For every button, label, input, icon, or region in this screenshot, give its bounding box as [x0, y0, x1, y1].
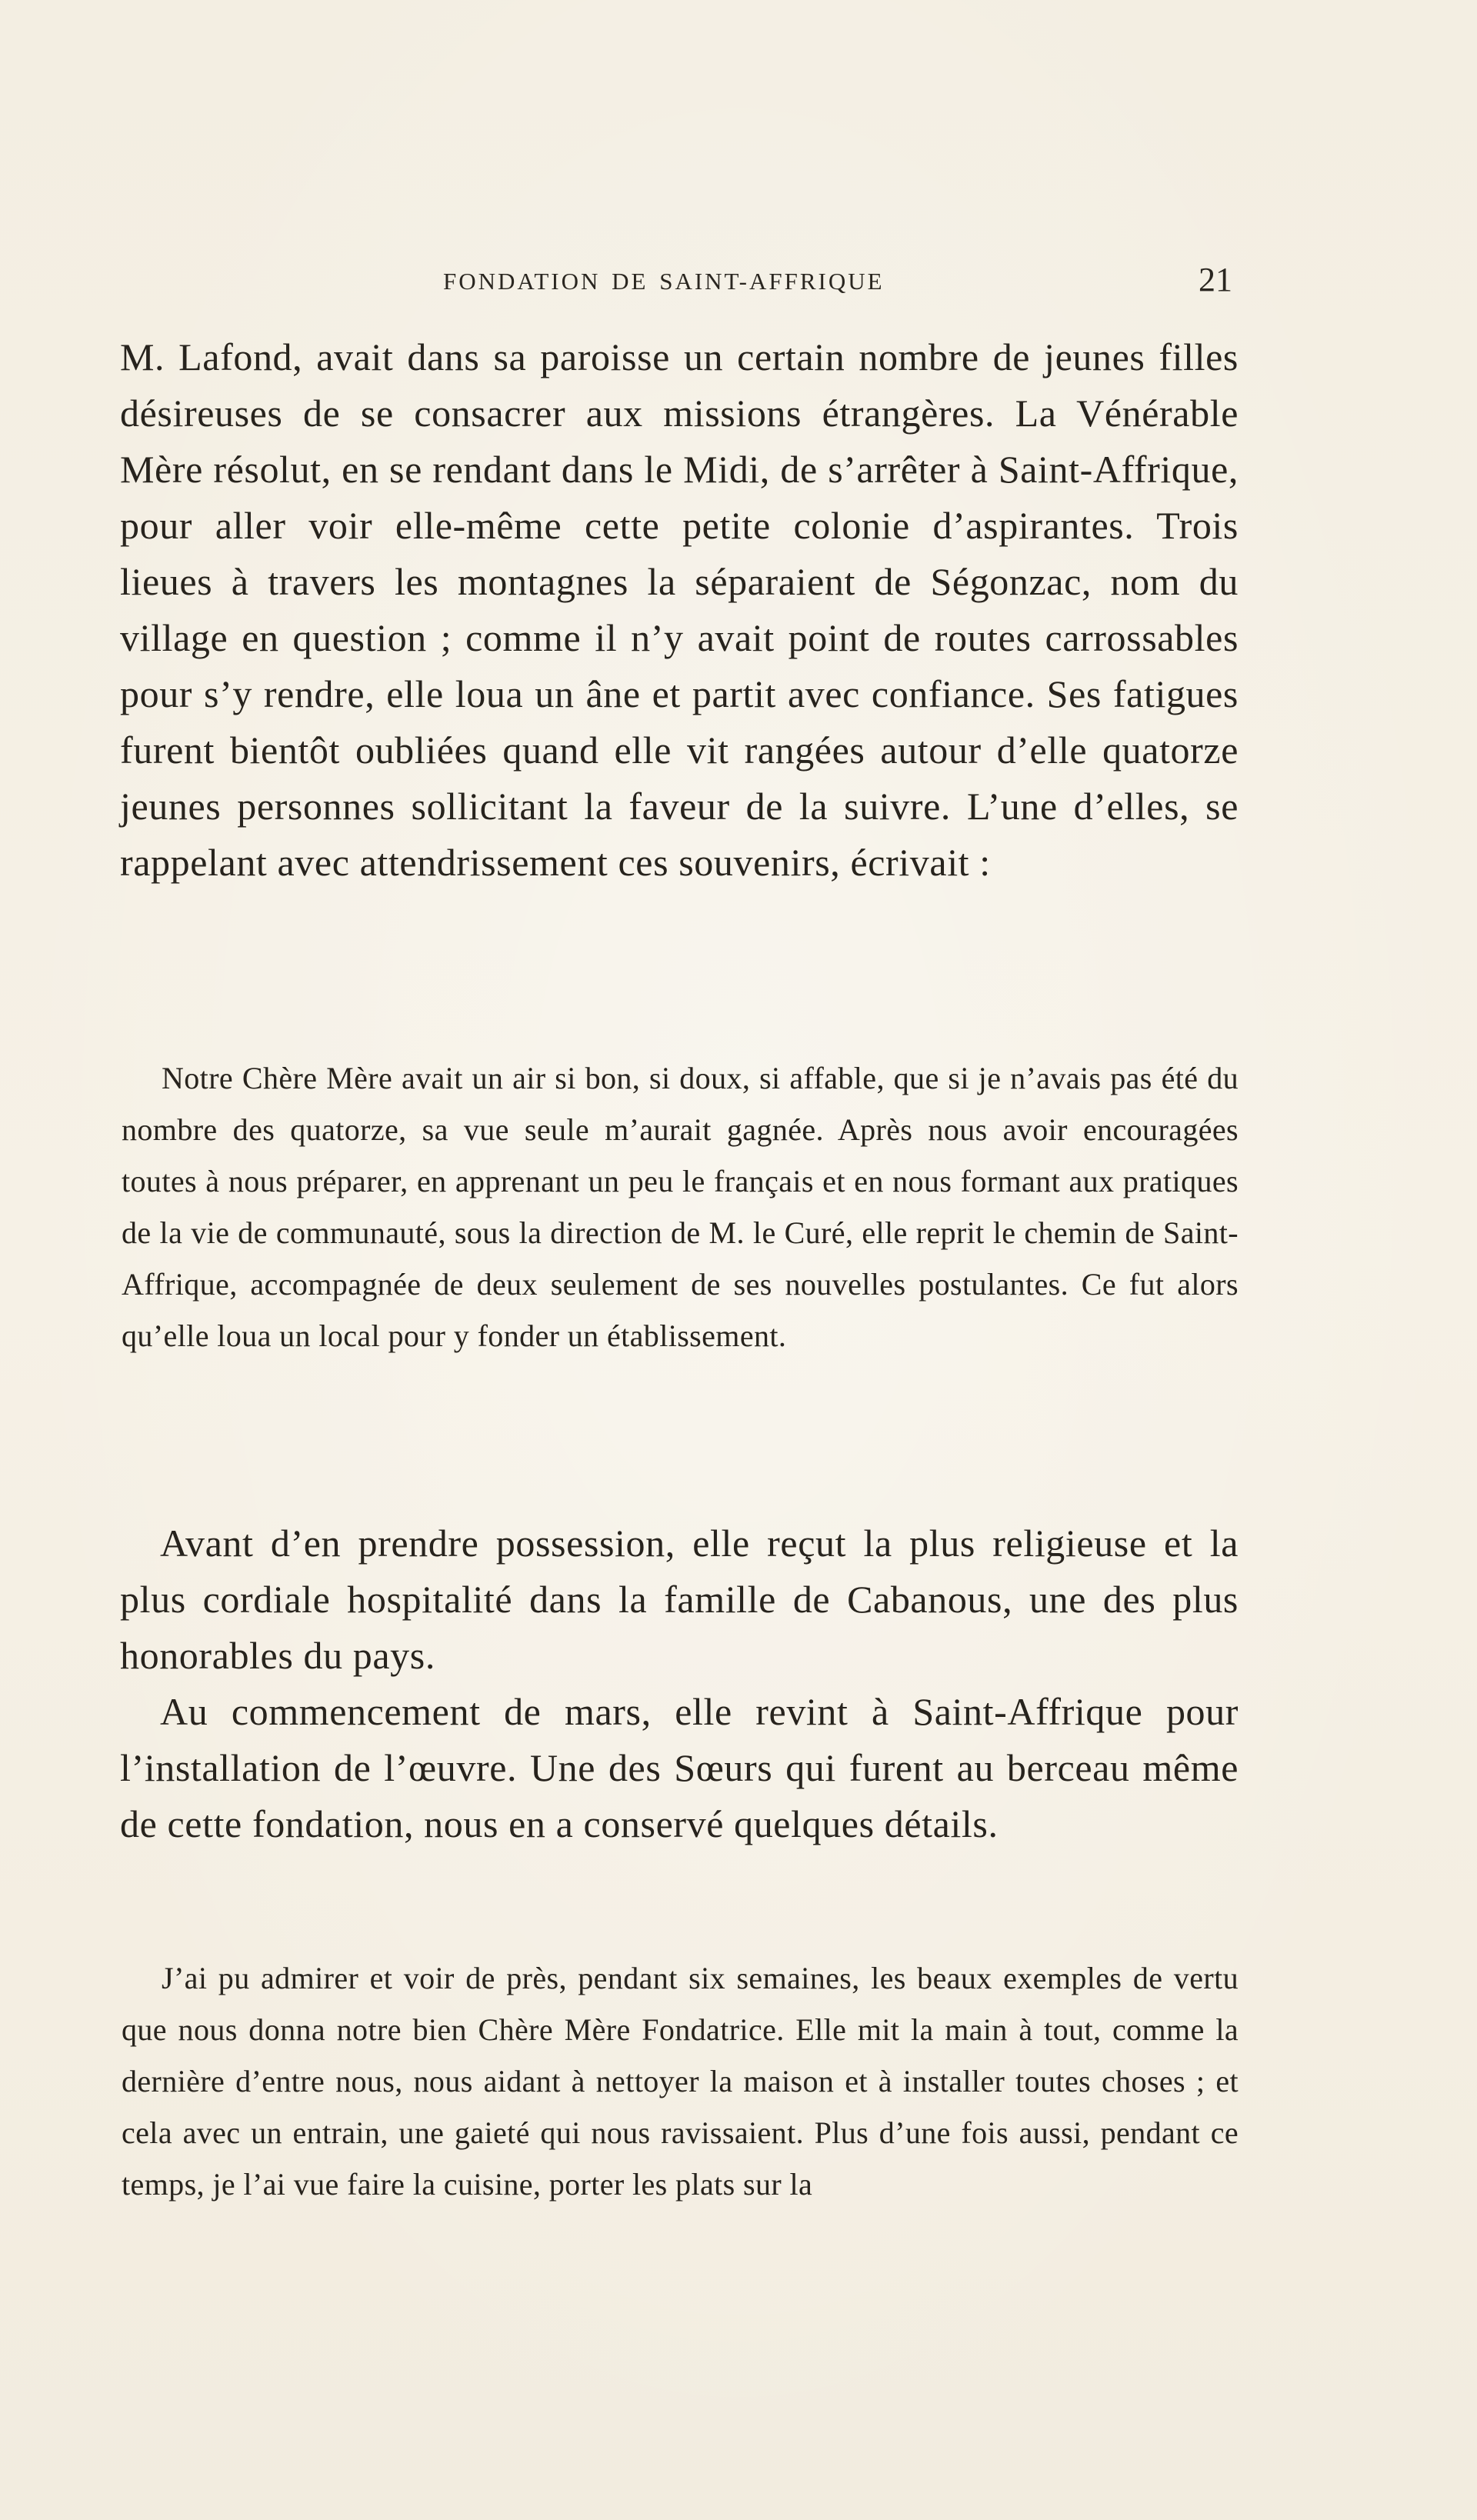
quote-text: Notre Chère Mère avait un air si bon, si doux, si affable, que si je n’avais pas été du nombre des quatorze, sa vue seule m’aurait gagnée. Après nous avoir encouragées toutes à nous préparer, en apprenant un peu le français et en nous formant aux pratiques de la vie de communauté, sous la direction de M. le Curé, elle reprit le chemin de Saint-Affrique, accompagnée de deux seulement de ses nouvelles postulantes. Ce fut alors qu’elle loua un local pour y fonder un établissement.: [122, 1061, 1239, 1353]
paragraph-text: Au commencement de mars, elle revint à Saint-Affrique pour l’installation de l’œuvre. Une des Sœurs qui furent au berceau même de cette fondation, nous en a conservé quelques détails.: [120, 1690, 1239, 1845]
page-number: 21: [1199, 261, 1232, 298]
paragraph-text: M. Lafond, avait dans sa paroisse un certain nombre de jeunes filles désireuses de se consacrer aux missions étrangères. La Vénérable Mère résolut, en se rendant dans le Midi, de s’arrêter à Saint-Affrique, pour aller voir elle-même cette petite colonie d’aspirantes. Trois lieues à travers les montagnes la séparaient de Ségonzac, nom du village en question ; comme il n’y avait point de routes carrossables pour s’y rendre, elle loua un âne et partit avec confiance. Ses fatigues furent bientôt oubliées quand elle vit rangées autour d’elle quatorze jeunes personnes sollicitant la faveur de la suivre. L’une d’elles, se rappelant avec attendrissement ces souvenirs, écrivait :: [120, 335, 1239, 884]
quoted-letter-1: [122, 1052, 1239, 1362]
quote-text: J’ai pu admirer et voir de près, pendant six semaines, les beaux exemples de vertu que nous donna notre bien Chère Mère Fondatrice. Elle mit la main à tout, comme la dernière d’entre nous, nous aidant à nettoyer la maison et à installer toutes choses ; et cela avec un entrain, une gaieté qui nous ravissaient. Plus d’une fois aussi, pendant ce temps, je l’ai vue faire la cuisine, porter les plats sur la: [122, 1961, 1239, 2202]
running-title: FONDATION DE SAINT-AFFRIQUE: [443, 268, 885, 295]
body-paragraph-1: [120, 329, 1239, 891]
running-head: [123, 260, 1232, 306]
body-paragraphs-2-3: [120, 1515, 1239, 1852]
paragraph-text: Avant d’en prendre possession, elle reçut la plus religieuse et la plus cordiale hospitalité dans la famille de Cabanous, une des plus honorables du pays.: [120, 1522, 1239, 1677]
quoted-letter-2: [122, 1952, 1239, 2210]
